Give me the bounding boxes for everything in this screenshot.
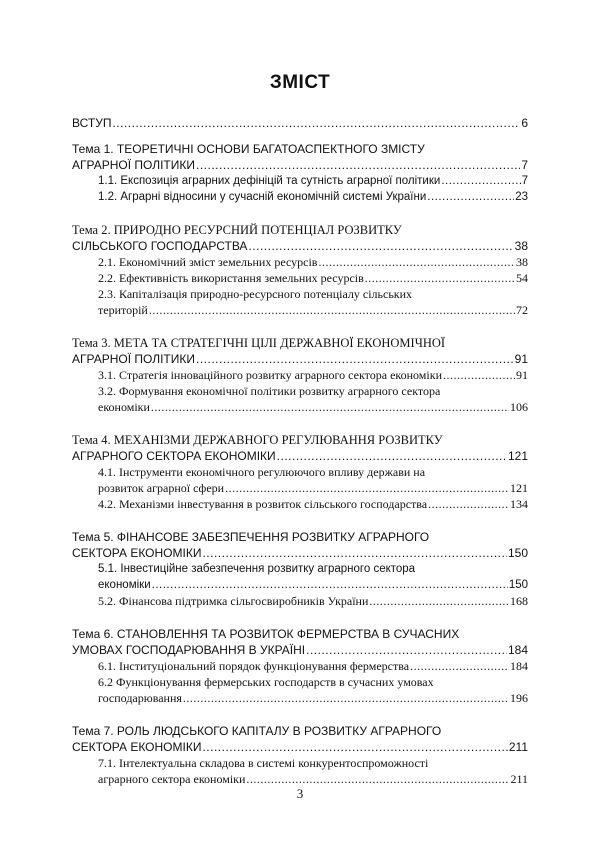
toc-topic-heading[interactable]: Тема 1. ТЕОРЕТИЧНІ ОСНОВИ БАГАТОАСПЕКТНОГО ЗМІСТУ	[72, 142, 425, 156]
toc-entry-label: 1.2. Аграрні відносини у сучасній економічній системі України	[98, 191, 427, 203]
toc-entry-label: АГРАРНОЇ ПОЛІТИКИ	[72, 158, 195, 172]
dot-leader	[202, 739, 507, 755]
dot-leader	[196, 351, 514, 367]
toc-entry-intro[interactable]	[72, 115, 528, 131]
toc-topic-heading[interactable]: Тема 3. МЕТА ТА СТРАТЕГІЧНІ ЦІЛІ ДЕРЖАВНОЇ ЕКОНОМІЧНОЇ	[72, 336, 446, 350]
toc-entry-label: 4.2. Механізми інвестування в розвиток сільського господарства	[98, 497, 428, 511]
page-title: ЗМІСТ	[269, 72, 331, 93]
toc-topic-heading[interactable]: Тема 2. ПРИРОДНО РЕСУРСНИЙ ПОТЕНЦІАЛ РОЗВИТКУ	[72, 223, 402, 237]
toc-topic-4	[72, 432, 528, 512]
toc-entry-label: розвиток аграрної сфери	[98, 481, 225, 495]
dot-leader	[443, 367, 515, 383]
toc-subentry-cont[interactable]	[72, 577, 528, 593]
toc-subentry[interactable]	[72, 593, 528, 609]
toc-page-number: 150	[507, 546, 528, 560]
toc-page-number: 6	[521, 116, 528, 130]
dot-leader	[149, 302, 515, 318]
toc-subentry[interactable]	[72, 496, 528, 512]
toc-topic-3	[72, 335, 528, 415]
toc-entry-label: територій	[98, 303, 148, 317]
toc-subentry[interactable]	[72, 658, 528, 674]
toc-page-number: 121	[510, 481, 528, 495]
dot-leader	[306, 642, 507, 658]
toc-entry-label: 1.1. Експозиція аграрних дефініцій та сутність аграрної політики	[98, 175, 441, 187]
dot-leader	[248, 238, 513, 254]
dot-leader	[112, 115, 520, 131]
dot-leader	[441, 173, 520, 189]
toc-page-number: 7	[521, 158, 528, 172]
toc-entry-label: господарювання	[98, 691, 182, 705]
dot-leader	[318, 254, 515, 270]
dot-leader	[196, 157, 520, 173]
table-of-contents	[72, 115, 528, 787]
toc-page-number: 184	[510, 659, 528, 673]
dot-leader	[427, 189, 514, 205]
dot-leader	[277, 448, 507, 464]
toc-subentry[interactable]: 4.1. Інструменти економічного регулюючого впливу держави на	[98, 465, 426, 479]
toc-topic-heading-cont[interactable]	[72, 642, 528, 658]
toc-topic-heading[interactable]: Тема 4. МЕХАНІЗМИ ДЕРЖАВНОГО РЕГУЛЮВАННЯ РОЗВИТКУ	[72, 433, 443, 447]
toc-subentry[interactable]: 7.1. Інтелектуальна складова в системі конкурентоспроможності	[98, 756, 429, 770]
toc-page-number: 184	[507, 643, 528, 657]
toc-page-number: 38	[514, 239, 528, 253]
toc-topic-5	[72, 529, 528, 609]
toc-topic-heading-cont[interactable]	[72, 448, 528, 464]
dot-leader	[202, 545, 507, 561]
toc-page-number: 38	[516, 255, 528, 269]
toc-subentry[interactable]: 6.2 Функціонування фермерських господарств в сучасних умовах	[98, 675, 434, 689]
toc-topic-7	[72, 723, 528, 787]
toc-page-number: 54	[516, 271, 528, 285]
toc-page-number: 91	[516, 368, 528, 382]
toc-page-number: 23	[515, 191, 528, 203]
toc-topic-2	[72, 222, 528, 318]
toc-page-number: 150	[508, 579, 528, 591]
toc-page-number: 121	[507, 449, 528, 463]
toc-subentry[interactable]	[72, 367, 528, 383]
toc-page-number: 134	[510, 497, 528, 511]
toc-page-number: 196	[510, 691, 528, 705]
toc-subentry[interactable]: 5.1. Інвестиційне забезпечення розвитку аграрного сектора	[98, 563, 416, 575]
toc-subentry[interactable]	[72, 254, 528, 270]
dot-leader	[410, 658, 509, 674]
toc-page-number: 211	[508, 740, 528, 754]
toc-page-number: 211	[510, 772, 528, 786]
toc-entry-label: економіки	[98, 579, 151, 591]
toc-entry-label: СІЛЬСЬКОГО ГОСПОДАРСТВА	[72, 239, 248, 253]
toc-subentry[interactable]	[72, 189, 528, 205]
toc-subentry[interactable]: 3.2. Формування економічної політики розвитку аграрного сектора	[98, 384, 441, 398]
dot-leader	[151, 399, 509, 415]
page-number: 3	[296, 786, 304, 801]
dot-leader	[183, 690, 509, 706]
dot-leader	[225, 480, 509, 496]
toc-subentry-cont[interactable]	[72, 302, 528, 318]
dot-leader	[365, 270, 515, 286]
toc-topic-heading[interactable]: Тема 5. ФІНАНСОВЕ ЗАБЕЗПЕЧЕННЯ РОЗВИТКУ АГРАРНОГО	[72, 530, 430, 544]
toc-entry-label: УМОВАХ ГОСПОДАРЮВАННЯ В УКРАЇНІ	[72, 643, 306, 657]
toc-subentry-cont[interactable]	[72, 690, 528, 706]
toc-subentry-cont[interactable]	[72, 399, 528, 415]
dot-leader	[246, 771, 509, 787]
toc-page-number: 7	[521, 175, 528, 187]
toc-topic-1	[72, 141, 528, 205]
toc-topic-heading-cont[interactable]	[72, 545, 528, 561]
toc-page-number: 106	[510, 400, 528, 414]
toc-topic-heading[interactable]: Тема 7. РОЛЬ ЛЮДСЬКОГО КАПІТАЛУ В РОЗВИТКУ АГРАРНОГО	[72, 724, 442, 738]
toc-entry-label: АГРАРНОГО СЕКТОРА ЕКОНОМІКИ	[72, 449, 276, 463]
toc-subentry[interactable]	[72, 173, 528, 189]
toc-page-number: 168	[510, 594, 528, 608]
toc-entry-label: 5.2. Фінансова підтримка сільгосвиробників України	[98, 594, 369, 608]
toc-page-number: 91	[514, 352, 528, 366]
toc-topic-heading-cont[interactable]	[72, 157, 528, 173]
toc-entry-label: 2.1. Економічний зміст земельних ресурсів	[98, 255, 318, 269]
toc-topic-6	[72, 626, 528, 706]
toc-entry-label: аграрного сектора економіки	[98, 772, 246, 786]
dot-leader	[152, 577, 508, 593]
toc-entry-label: економіки	[98, 400, 150, 414]
toc-subentry[interactable]: 2.3. Капіталізація природно-ресурсного потенціалу сільських	[98, 287, 413, 301]
toc-topic-heading[interactable]: Тема 6. СТАНОВЛЕННЯ ТА РОЗВИТОК ФЕРМЕРСТВА В СУЧАСНИХ	[72, 627, 460, 641]
toc-topic-heading-cont[interactable]	[72, 351, 528, 367]
toc-subentry-cont[interactable]	[72, 480, 528, 496]
toc-topic-heading-cont[interactable]	[72, 238, 528, 254]
toc-page-number: 72	[516, 303, 528, 317]
toc-entry-label: 3.1. Стратегія інноваційного розвитку аграрного сектора економіки	[98, 368, 442, 382]
toc-entry-label: ВСТУП	[72, 116, 112, 130]
toc-entry-label: 6.1. Інституціональний порядок функціонування фермерства	[98, 659, 410, 673]
toc-topic-heading-cont[interactable]	[72, 739, 528, 755]
dot-leader	[369, 593, 509, 609]
toc-subentry[interactable]	[72, 270, 528, 286]
dot-leader	[428, 496, 509, 512]
toc-entry-label: 2.2. Ефективність використання земельних ресурсів	[98, 271, 364, 285]
toc-subentry-cont[interactable]	[72, 771, 528, 787]
toc-entry-label: АГРАРНОЇ ПОЛІТИКИ	[72, 352, 195, 366]
toc-entry-label: СЕКТОРА ЕКОНОМІКИ	[72, 546, 202, 560]
toc-entry-label: СЕКТОРА ЕКОНОМІКИ	[72, 740, 202, 754]
